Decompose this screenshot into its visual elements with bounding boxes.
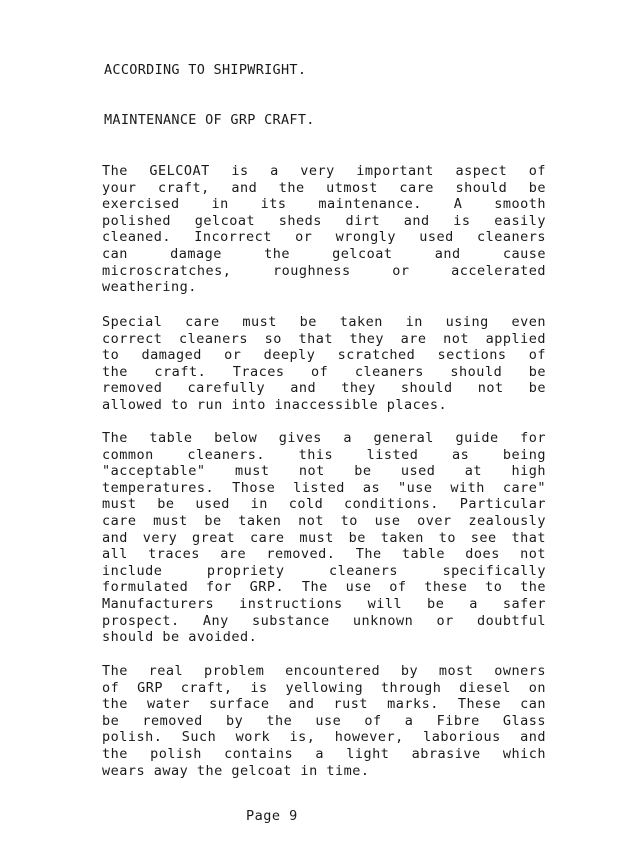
text-line: cleaned. Incorrect or wrongly used cleaners <box>102 229 546 246</box>
text-line: The real problem encountered by most owners <box>102 663 546 679</box>
text-line: prospect. Any substance unknown or doubtful <box>102 612 546 629</box>
section-heading: MAINTENANCE OF GRP CRAFT. <box>104 112 315 128</box>
text-line: include propriety cleaners specifically <box>102 562 546 579</box>
text-line: the polish contains a light abrasive which <box>102 745 546 762</box>
text-line: Special care must be taken in using even <box>102 314 546 330</box>
paragraph-special-care <box>102 314 546 414</box>
text-line: all traces are removed. The table does not <box>102 546 546 563</box>
text-line: of GRP craft, is yellowing through diesel on <box>102 679 546 696</box>
text-line: removed carefully and they should not be <box>102 380 546 397</box>
paragraph-gelcoat <box>102 163 546 296</box>
text-line: to damaged or deeply scratched sections of <box>102 347 546 364</box>
text-line: Manufacturers instructions will be a safer <box>102 595 546 612</box>
page-number: Page 9 <box>246 808 298 824</box>
text-line: weathering. <box>102 279 197 296</box>
text-line: microscratches, roughness or accelerated <box>102 262 546 279</box>
text-line: formulated for GRP. The use of these to the <box>102 579 546 596</box>
text-line: exercised in its maintenance. A smooth <box>102 196 546 213</box>
text-line: allowed to run into inaccessible places. <box>102 396 448 413</box>
text-line: common cleaners. this listed as being <box>102 446 546 463</box>
text-line: care must be taken not to use over zealously <box>102 512 546 529</box>
document-title: ACCORDING TO SHIPWRIGHT. <box>104 62 307 78</box>
text-line: must be used in cold conditions. Particular <box>102 496 546 513</box>
text-line: "acceptable" must not be used at high <box>102 463 546 480</box>
text-line: and very great care must be taken to see that <box>102 529 546 546</box>
text-line: temperatures. Those listed as "use with care" <box>102 479 546 496</box>
paragraph-yellowing <box>102 663 546 779</box>
text-line: The table below gives a general guide for <box>102 430 546 446</box>
text-line: wears away the gelcoat in time. <box>102 762 370 779</box>
text-line: correct cleaners so that they are not applied <box>102 330 546 347</box>
text-line: your craft, and the utmost care should be <box>102 179 546 196</box>
text-line: can damage the gelcoat and cause <box>102 245 546 262</box>
text-line: the craft. Traces of cleaners should be <box>102 363 546 380</box>
text-line: the water surface and rust marks. These can <box>102 696 546 713</box>
paragraph-cleaners-guide <box>102 430 546 646</box>
text-line: polished gelcoat sheds dirt and is easily <box>102 212 546 229</box>
text-line: be removed by the use of a Fibre Glass <box>102 712 546 729</box>
text-line: The GELCOAT is a very important aspect of <box>102 163 546 179</box>
text-line: polish. Such work is, however, laborious and <box>102 729 546 746</box>
text-line: should be avoided. <box>102 629 258 646</box>
